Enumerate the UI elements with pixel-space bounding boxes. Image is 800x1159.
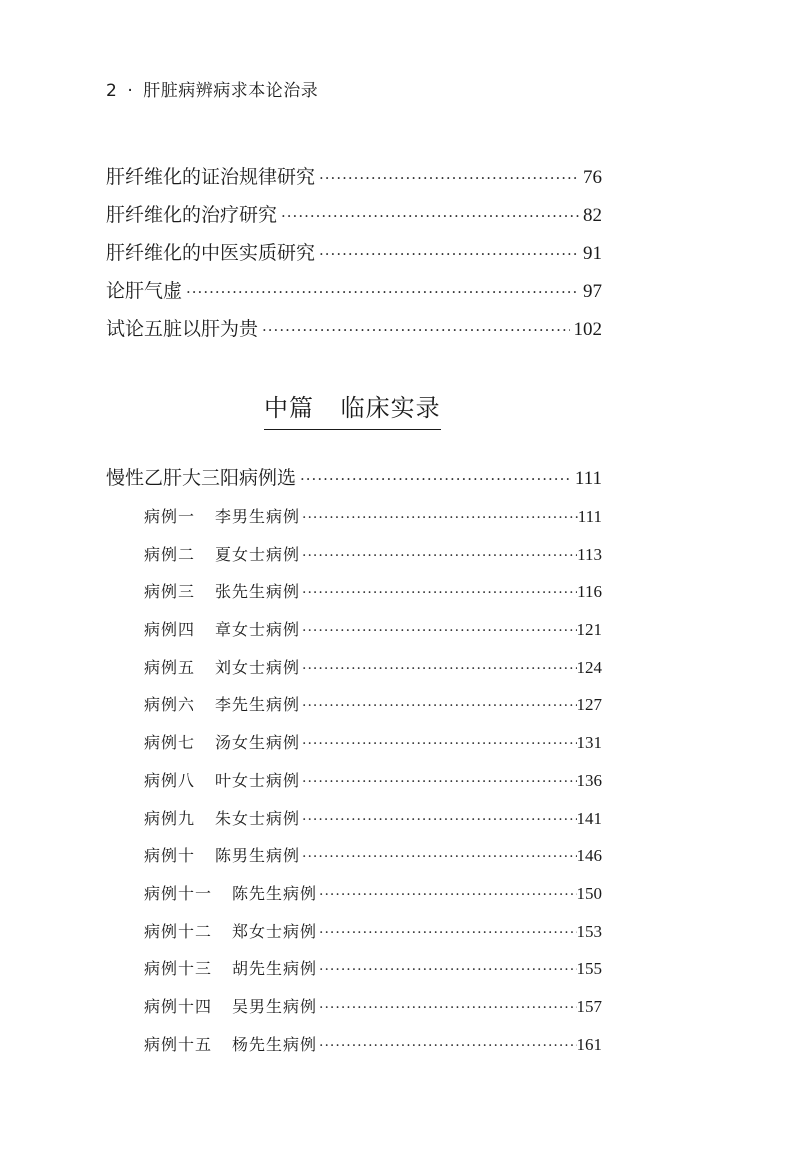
dot-leader [319, 915, 576, 953]
dot-leader [302, 538, 577, 576]
dot-leader [302, 688, 576, 726]
toc-entry-title: 肝纤维化的证治规律研究 [106, 166, 316, 188]
case-page: 150 [576, 883, 602, 903]
toc-entry-title: 肝纤维化的治疗研究 [106, 204, 278, 226]
case-entry[interactable] [144, 611, 602, 649]
case-name: 夏女士病例 [215, 544, 301, 564]
toc-entry-page: 91 [583, 243, 602, 264]
header-book-title: 肝脏病辨病求本论治录 [143, 81, 319, 101]
case-entry[interactable] [144, 536, 602, 574]
case-label: 病例四 [144, 620, 196, 640]
case-page: 127 [576, 695, 602, 715]
case-entry[interactable] [144, 837, 602, 875]
case-page: 124 [576, 657, 602, 677]
case-label: 病例十一 [144, 883, 213, 903]
case-name: 胡先生病例 [232, 959, 318, 979]
case-page: 141 [576, 808, 602, 828]
toc-entry-page: 97 [583, 281, 602, 302]
case-label: 病例十二 [144, 921, 213, 941]
dot-leader [186, 273, 579, 311]
case-name: 郑女士病例 [232, 921, 318, 941]
case-name: 杨先生病例 [232, 1034, 318, 1054]
case-entry[interactable] [144, 724, 602, 762]
toc-entry-title: 试论五脏以肝为贵 [106, 318, 259, 340]
case-page: 146 [576, 846, 602, 866]
case-label: 病例五 [144, 657, 196, 677]
header-separator: · [127, 81, 134, 101]
toc-entry[interactable] [106, 196, 602, 234]
dot-leader [319, 990, 576, 1028]
case-label: 病例十四 [144, 996, 213, 1016]
case-label: 病例八 [144, 770, 196, 790]
case-entry[interactable] [144, 498, 602, 536]
case-entry[interactable] [144, 875, 602, 913]
toc-entry-chapter[interactable] [106, 459, 602, 497]
case-page: 111 [577, 507, 602, 526]
case-label: 病例九 [144, 808, 196, 828]
case-entry[interactable] [144, 573, 602, 611]
dot-leader [262, 311, 569, 349]
case-entry[interactable] [144, 762, 602, 800]
case-label: 病例十 [144, 846, 196, 866]
case-page: 161 [576, 1034, 602, 1054]
dot-leader [281, 197, 579, 235]
case-name: 汤女生病例 [215, 733, 301, 753]
section-title: 中篇 临床实录 [264, 388, 441, 430]
case-entry[interactable] [144, 800, 602, 838]
case-name: 吴男生病例 [232, 996, 318, 1016]
toc-entry-page: 76 [583, 167, 602, 188]
toc-entry[interactable] [106, 272, 602, 310]
case-page: 121 [576, 620, 602, 640]
case-entry[interactable] [144, 649, 602, 687]
case-name: 朱女士病例 [215, 808, 301, 828]
case-label: 病例十三 [144, 959, 213, 979]
dot-leader [302, 839, 576, 877]
dot-leader [319, 952, 576, 990]
case-label: 病例六 [144, 695, 196, 715]
dot-leader [302, 764, 576, 802]
toc-entry-title: 肝纤维化的中医实质研究 [106, 242, 316, 264]
case-name: 李男生病例 [215, 507, 301, 526]
header-page-number: 2 [106, 81, 118, 101]
toc-entry[interactable] [106, 234, 602, 272]
case-entry[interactable] [144, 1026, 602, 1064]
case-label: 病例七 [144, 733, 196, 753]
dot-leader [319, 877, 576, 915]
toc-upper-list [106, 158, 602, 348]
dot-leader [319, 159, 579, 197]
dot-leader [300, 460, 571, 498]
dot-leader [319, 1028, 576, 1066]
dot-leader [302, 575, 577, 613]
case-label: 病例三 [144, 582, 196, 602]
dot-leader [302, 500, 578, 538]
toc-entry-title: 论肝气虚 [106, 280, 183, 302]
dot-leader [302, 726, 576, 764]
dot-leader [302, 613, 576, 651]
case-page: 116 [577, 582, 602, 602]
case-page: 113 [577, 544, 602, 564]
dot-leader [302, 802, 576, 840]
running-head [106, 76, 318, 101]
case-label: 病例十五 [144, 1034, 213, 1054]
case-name: 刘女士病例 [215, 657, 301, 677]
case-list [144, 498, 602, 1063]
case-name: 陈先生病例 [232, 883, 318, 903]
case-name: 章女士病例 [215, 620, 301, 640]
toc-entry-page: 102 [573, 319, 602, 340]
case-entry[interactable] [144, 988, 602, 1026]
case-page: 155 [576, 959, 602, 979]
case-entry[interactable] [144, 686, 602, 724]
case-name: 叶女士病例 [215, 770, 301, 790]
case-entry[interactable] [144, 913, 602, 951]
chapter-page: 111 [574, 468, 602, 489]
case-page: 131 [576, 733, 602, 753]
case-label: 病例二 [144, 544, 196, 564]
toc-entry[interactable] [106, 158, 602, 196]
chapter-title: 慢性乙肝大三阳病例选 [106, 467, 297, 489]
case-entry[interactable] [144, 950, 602, 988]
case-page: 157 [576, 996, 602, 1016]
case-name: 李先生病例 [215, 695, 301, 715]
case-page: 153 [576, 921, 602, 941]
toc-entry[interactable] [106, 310, 602, 348]
case-page: 136 [576, 770, 602, 790]
dot-leader [319, 235, 579, 273]
chapter-heading [106, 459, 602, 497]
case-name: 陈男生病例 [215, 846, 301, 866]
dot-leader [302, 651, 576, 689]
case-label: 病例一 [144, 507, 196, 526]
toc-entry-page: 82 [583, 205, 602, 226]
case-name: 张先生病例 [215, 582, 301, 602]
